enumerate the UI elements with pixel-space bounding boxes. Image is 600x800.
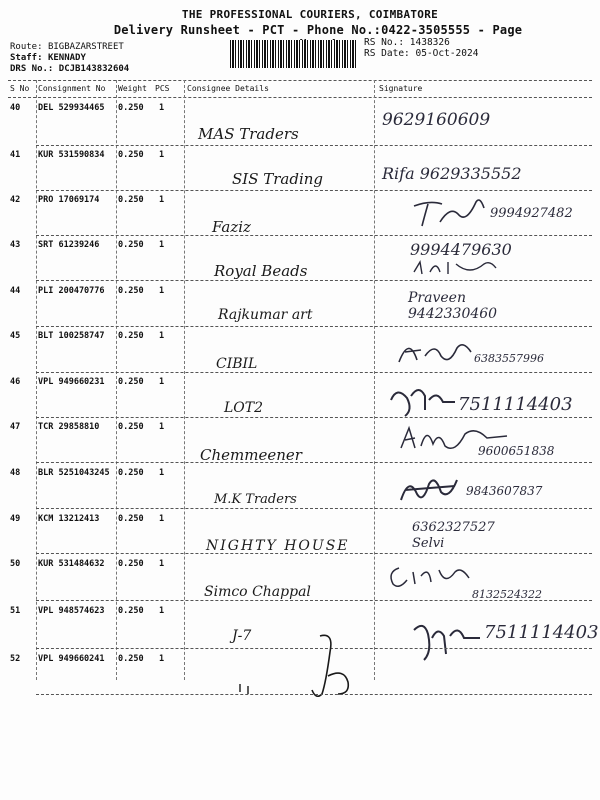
row-weight: 0.250 [118,654,144,664]
drs-line [10,64,129,74]
staff-value: KENNADY [47,53,86,63]
row-pcs: 1 [159,240,165,250]
signature-handwriting: 7511114403 [458,394,573,415]
drs-value: DCJB143832604 [58,64,130,74]
row-sno: 50 [10,559,21,569]
row-sno: 51 [10,606,21,616]
row-weight: 0.250 [118,606,144,616]
signature-scribble [385,380,459,420]
consignee-handwriting: Royal Beads [214,262,308,280]
row-weight: 0.250 [118,422,144,432]
row-pcs: 1 [159,654,165,664]
row-pcs: 1 [159,377,165,387]
rs-no-label: RS No.: [364,37,405,48]
barcode [230,40,358,68]
column-divider [116,80,117,680]
row-consignment: TCR 29858810 [38,422,100,432]
row-pcs: 1 [159,606,165,616]
column-header-consignee: Consignee Details [187,84,269,93]
row-sno: 52 [10,654,21,664]
row-weight: 0.250 [118,286,144,296]
row-sno: 46 [10,377,21,387]
signature-handwriting: 9994479630 [410,240,512,259]
row-weight: 0.250 [118,468,144,478]
row-rule [36,553,592,554]
row-consignment: DEL 529934465 [38,103,105,113]
signature-handwriting: 9600651838 [478,444,555,458]
row-consignment: PRO 17069174 [38,195,100,205]
signature-handwriting: 6383557996 [474,352,544,365]
signature-handwriting: 8132524322 [472,588,542,601]
row-sno: 47 [10,422,21,432]
consignee-handwriting: J-7 [232,628,252,644]
runsheet-title: Delivery Runsheet - PCT - Phone No.:0422-3505555 - Page [113,23,523,37]
column-divider [184,80,185,680]
signature-scribble [410,258,500,278]
consignee-handwriting: SIS Trading [232,170,324,188]
row-pcs: 1 [159,468,165,478]
row-consignment: KUR 531484632 [38,559,105,569]
row-rule [36,326,592,327]
row-weight: 0.250 [118,331,144,341]
column-divider [36,80,37,680]
column-header-weight: Weight [118,84,147,93]
row-rule [36,600,592,601]
row-rule [36,372,592,373]
signature-handwriting: 6362327527 Selvi [412,520,495,551]
row-sno: 41 [10,150,21,160]
row-rule [36,235,592,236]
row-consignment: VPL 949660231 [38,377,105,387]
column-header-consignment: Consignment No [38,84,106,93]
row-weight: 0.250 [118,514,144,524]
header-bottom-rule [8,97,592,98]
row-weight: 0.250 [118,150,144,160]
stray-pen-mark [300,632,360,702]
row-consignment: VPL 949660241 [38,654,105,664]
consignee-handwriting: CIBIL [216,356,258,372]
rs-date-value: 05-Oct-2024 [415,48,479,59]
consignee-handwriting: LOT2 [224,400,264,416]
column-header-signature: Signature [379,84,423,93]
consignee-handwriting: M.K Traders [214,492,297,507]
row-pcs: 1 [159,331,165,341]
route-line [10,42,124,52]
row-rule [36,417,592,418]
row-rule [36,145,592,146]
column-header-sno: S No [10,84,30,93]
row-consignment: SRT 61239246 [38,240,100,250]
rs-no-value: 1438326 [409,37,450,48]
signature-handwriting: 7511114403 [484,622,599,643]
route-value: BIGBAZARSTREET [47,42,124,52]
row-weight: 0.250 [118,195,144,205]
signature-handwriting: Praveen 9442330460 [408,290,498,322]
row-consignment: KUR 531590834 [38,150,105,160]
row-pcs: 1 [159,422,165,432]
signature-scribble [385,562,475,590]
row-pcs: 1 [159,150,165,160]
row-sno: 49 [10,514,21,524]
row-consignment: KCM 13212413 [38,514,100,524]
row-weight: 0.250 [118,377,144,387]
row-consignment: PLI 200470776 [38,286,105,296]
rs-date-label: RS Date: [364,48,410,59]
signature-scribble [404,618,484,662]
route-label: Route: [10,42,43,52]
row-weight: 0.250 [118,559,144,569]
row-sno: 43 [10,240,21,250]
consignee-handwriting: MAS Traders [198,125,299,143]
row-pcs: 1 [159,195,165,205]
column-header-pcs: PCS [155,84,170,93]
signature-handwriting: Rifa 9629335552 [382,164,522,183]
row-pcs: 1 [159,103,165,113]
consignee-handwriting: NIGHTY HOUSE [206,538,350,554]
column-divider [374,80,375,680]
row-consignment: BLR 5251043245 [38,468,110,478]
signature-handwriting: 9994927482 [490,206,573,221]
row-pcs: 1 [159,514,165,524]
signature-handwriting: 9629160609 [382,110,491,130]
row-sno: 40 [10,103,21,113]
row-sno: 42 [10,195,21,205]
consignee-handwriting: Faziz [212,218,251,236]
row-consignment: BLT 100258747 [38,331,105,341]
row-pcs: 1 [159,559,165,569]
row-rule [36,694,592,695]
staff-label: Staff: [10,53,43,63]
company-name: THE PROFESSIONAL COURIERS, COIMBATORE [181,8,439,21]
row-consignment: VPL 948574623 [38,606,105,616]
row-sno: 44 [10,286,21,296]
row-sno: 48 [10,468,21,478]
consignee-handwriting: Simco Chappal [204,584,311,600]
header-top-rule [8,80,592,81]
rs-date-line [364,48,478,59]
rs-no-line [364,37,450,48]
staff-line [10,53,86,63]
row-rule [36,508,592,509]
row-rule [36,190,592,191]
signature-handwriting: 9843607837 [466,484,543,498]
row-rule [36,462,592,463]
row-weight: 0.250 [118,103,144,113]
consignee-handwriting: Rajkumar art [218,307,313,323]
signature-scribble [410,196,490,230]
consignee-handwriting: Chemmeener [200,446,302,464]
row-pcs: 1 [159,286,165,296]
row-weight: 0.250 [118,240,144,250]
signature-scribble [395,332,475,368]
drs-label: DRS No.: [10,64,54,74]
signature-scribble [395,470,465,506]
row-rule [36,280,592,281]
row-sno: 45 [10,331,21,341]
